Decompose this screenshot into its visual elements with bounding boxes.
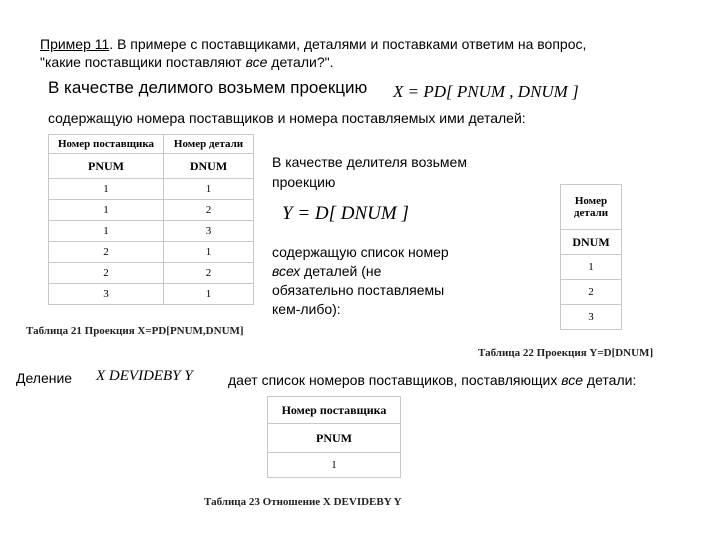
table-row: 1 2	[49, 200, 254, 221]
table-row: 2 1	[49, 242, 254, 263]
division-formula: X DEVIDEBY Y	[96, 368, 193, 384]
intro-line-2	[40, 54, 333, 70]
table-21	[48, 134, 254, 305]
divisor-desc-2	[272, 263, 381, 279]
table-23	[267, 396, 401, 478]
table-22-header: Номер детали	[561, 185, 622, 230]
table-23-caption: Таблица 23 Отношение X DEVIDEBY Y	[204, 496, 402, 508]
dividend-formula: X = PD[ PNUM , DNUM ]	[393, 82, 579, 101]
table-21-caption: Таблица 21 Проекция X=PD[PNUM,DNUM]	[26, 325, 244, 337]
divisor-formula: Y = D[ DNUM ]	[282, 203, 409, 224]
intro-line-1	[40, 36, 586, 52]
table-21-header-supplier: Номер поставщика	[49, 135, 164, 154]
divisor-line-2: проекцию	[272, 174, 336, 190]
divisor-line-1: В качестве делителя возьмем	[272, 154, 467, 170]
table-21-subheader-dnum: DNUM	[164, 154, 254, 179]
division-result-a: дает список номеров поставщиков, поставляющих	[228, 372, 562, 388]
division-result-italic: все	[561, 372, 584, 388]
table-22-caption: Таблица 22 Проекция Y=D[DNUM]	[478, 347, 654, 359]
table-row: 2	[561, 280, 622, 305]
table-row: 3	[561, 305, 622, 330]
table-row: 1	[268, 453, 401, 478]
table-row: 1	[561, 255, 622, 280]
division-result-b: детали:	[583, 372, 637, 388]
intro-text-b: "какие поставщики поставляют	[40, 54, 246, 70]
division-label: Деление	[16, 370, 73, 386]
divisor-desc-4: кем-либо):	[272, 301, 341, 317]
division-result	[228, 372, 636, 388]
intro-text-a: . В примере с поставщиками, деталями и поставками ответим на вопрос,	[109, 36, 587, 52]
divisor-desc-2-rest: деталей (не	[300, 263, 382, 279]
divisor-desc-1: содержащую список номер	[272, 244, 449, 260]
divisor-desc-2-italic: всех	[272, 263, 301, 279]
dividend-after: содержащую номера поставщиков и номера поставляемых ими деталей:	[48, 110, 526, 126]
intro-text-b-end: детали?".	[267, 54, 334, 70]
table-21-subheader-pnum: PNUM	[49, 154, 164, 179]
dividend-lead: В качестве делимого возьмем проекцию	[48, 78, 368, 97]
intro-text-b-italic: все	[245, 54, 268, 70]
table-22-subheader: DNUM	[561, 230, 622, 255]
divisor-desc-3: обязательно поставляемы	[272, 282, 445, 298]
table-row: 2 2	[49, 263, 254, 284]
example-label: Пример 11	[40, 36, 110, 52]
table-23-subheader: PNUM	[268, 424, 401, 453]
table-22	[560, 184, 622, 330]
table-23-header: Номер поставщика	[268, 397, 401, 424]
table-row: 3 1	[49, 284, 254, 305]
table-21-header-detail: Номер детали	[164, 135, 254, 154]
table-row: 1 3	[49, 221, 254, 242]
table-row: 1 1	[49, 179, 254, 200]
